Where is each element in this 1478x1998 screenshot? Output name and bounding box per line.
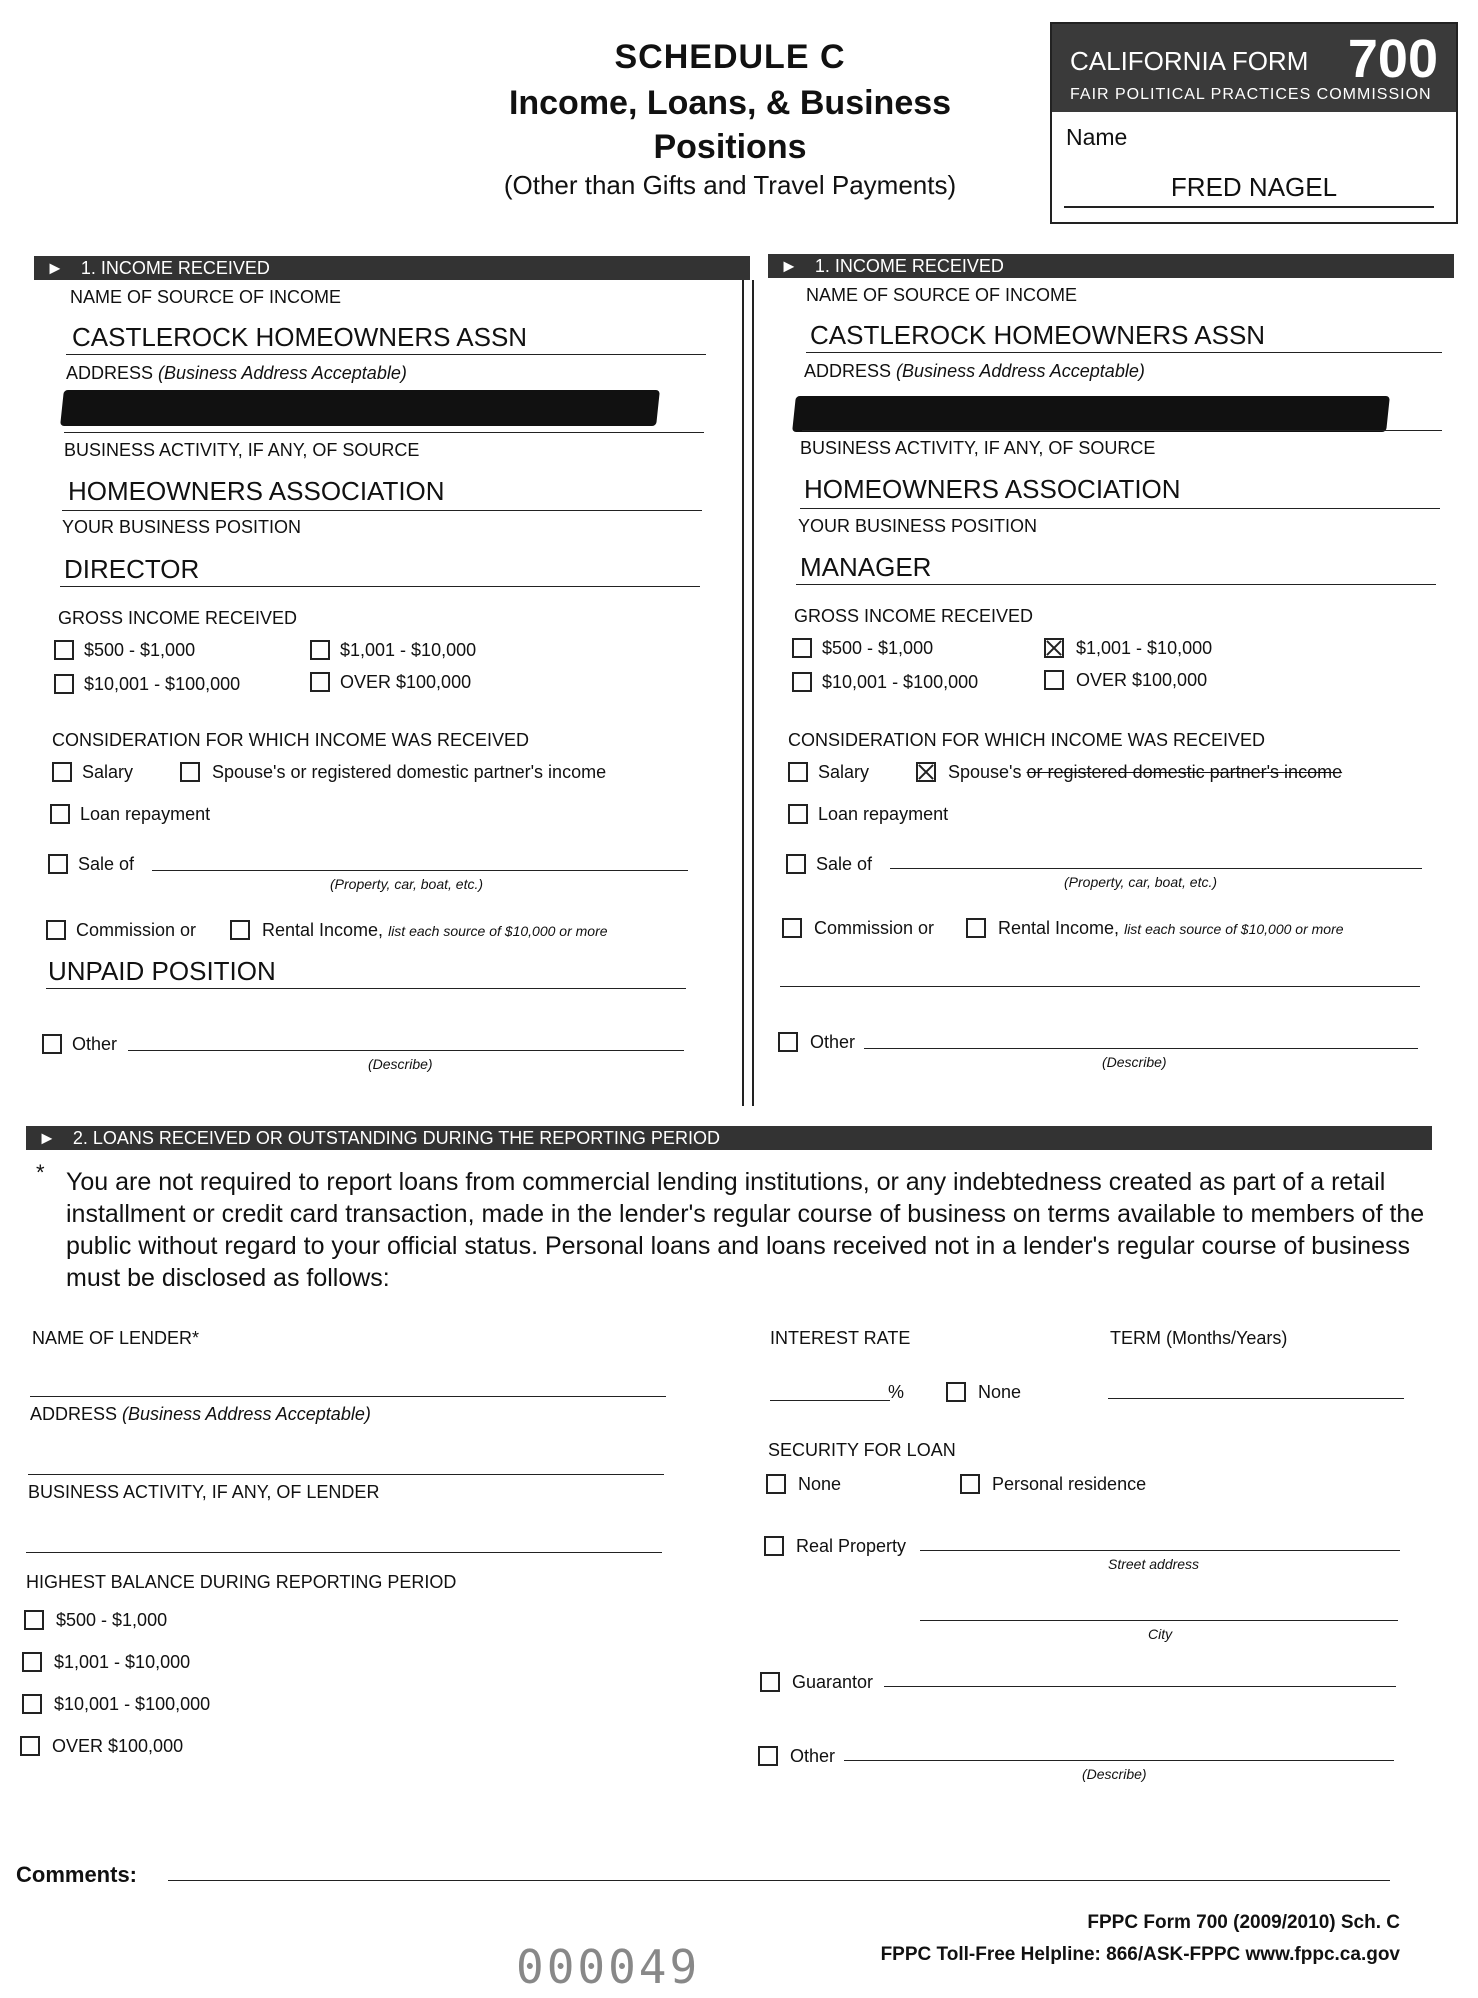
balance-500-label: $500 - $1,000 xyxy=(56,1610,168,1630)
position-value[interactable]: DIRECTOR xyxy=(64,554,200,584)
commission-checkbox[interactable] xyxy=(46,920,66,940)
position-line xyxy=(60,586,700,587)
source-line xyxy=(806,352,1442,353)
gross-10001-label: $10,001 - $100,000 xyxy=(822,672,979,692)
footer-form-id: FPPC Form 700 (2009/2010) Sch. C xyxy=(1087,1912,1400,1933)
spouse-label-b: or registered domestic partner's income xyxy=(1026,762,1343,782)
commission-label: Commission or xyxy=(76,920,197,940)
personal-residence-checkbox[interactable] xyxy=(960,1474,980,1494)
address-label-text: ADDRESS xyxy=(66,363,154,383)
commission-line xyxy=(780,986,1420,987)
gross-1001-checkbox[interactable] xyxy=(1044,638,1064,658)
interest-none-checkbox[interactable] xyxy=(946,1382,966,1402)
spouse-label-a: Spouse's xyxy=(212,762,286,782)
section-arrow-icon: ► xyxy=(38,1128,56,1148)
form-number: 700 xyxy=(1347,29,1438,89)
lender-address-note: (Business Address Acceptable) xyxy=(122,1404,371,1424)
interest-none-label: None xyxy=(978,1382,1022,1402)
security-other-label: Other xyxy=(790,1746,836,1766)
interest-rate-line xyxy=(770,1400,890,1401)
column-divider xyxy=(752,280,754,1106)
filer-name[interactable]: FRED NAGEL xyxy=(1170,172,1338,202)
section-1-right-header xyxy=(768,254,1454,278)
section-arrow-icon: ► xyxy=(780,256,798,276)
spouse-label-b: or registered domestic partner's income xyxy=(290,762,607,782)
street-address-note: Street address xyxy=(1108,1556,1200,1572)
schedule-subtitle: Income, Loans, & Business xyxy=(508,84,952,122)
schedule-subtitle-2: Positions xyxy=(653,128,807,166)
commission-line xyxy=(46,988,686,989)
footnote-star: * xyxy=(36,1160,45,1185)
spouse-income-label xyxy=(948,762,1342,783)
balance-over-checkbox[interactable] xyxy=(20,1736,40,1756)
security-other-line xyxy=(844,1760,1394,1761)
gross-1001-checkbox[interactable] xyxy=(310,640,330,660)
redaction-block xyxy=(792,396,1390,432)
percent-sign: % xyxy=(888,1382,905,1402)
gross-over-checkbox[interactable] xyxy=(310,672,330,692)
balance-10001-checkbox[interactable] xyxy=(22,1694,42,1714)
position-label: YOUR BUSINESS POSITION xyxy=(62,517,302,537)
address-label xyxy=(804,361,1145,382)
rental-income-label xyxy=(262,920,608,941)
lender-line xyxy=(30,1396,666,1397)
real-property-checkbox[interactable] xyxy=(764,1536,784,1556)
gross-10001-checkbox[interactable] xyxy=(792,672,812,692)
gross-10001-checkbox[interactable] xyxy=(54,674,74,694)
sale-of-line xyxy=(152,870,688,871)
activity-label: BUSINESS ACTIVITY, IF ANY, OF SOURCE xyxy=(800,438,1156,458)
security-describe-note: (Describe) xyxy=(1082,1766,1147,1782)
name-line xyxy=(1064,206,1434,208)
page-stamp: 000049 xyxy=(516,1940,701,1994)
loan-repayment-checkbox[interactable] xyxy=(50,804,70,824)
position-label: YOUR BUSINESS POSITION xyxy=(798,516,1038,536)
section-2-title: 2. LOANS RECEIVED OR OUTSTANDING DURING THE REPORTING PERIOD xyxy=(72,1128,720,1148)
lender-label: NAME OF LENDER* xyxy=(32,1328,200,1348)
balance-over-label: OVER $100,000 xyxy=(52,1736,184,1756)
commission-checkbox[interactable] xyxy=(782,918,802,938)
gross-500-label: $500 - $1,000 xyxy=(84,640,196,660)
section-arrow-icon: ► xyxy=(46,258,64,278)
gross-over-label: OVER $100,000 xyxy=(1076,670,1208,690)
highest-balance-label: HIGHEST BALANCE DURING REPORTING PERIOD xyxy=(26,1572,457,1592)
source-label: NAME OF SOURCE OF INCOME xyxy=(70,287,342,307)
redaction-block xyxy=(60,390,660,426)
source-value[interactable]: CASTLEROCK HOMEOWNERS ASSN xyxy=(810,320,1266,350)
comments-line[interactable] xyxy=(168,1880,1390,1881)
lender-address-line xyxy=(28,1474,664,1475)
security-none-label: None xyxy=(798,1474,842,1494)
spouse-income-checkbox[interactable] xyxy=(916,762,936,782)
security-other-checkbox[interactable] xyxy=(758,1746,778,1766)
salary-label: Salary xyxy=(82,762,134,782)
balance-1001-checkbox[interactable] xyxy=(22,1652,42,1672)
lender-activity-line xyxy=(26,1552,662,1553)
gross-income-label: GROSS INCOME RECEIVED xyxy=(58,608,298,628)
gross-500-label: $500 - $1,000 xyxy=(822,638,934,658)
rental-label-b: list each source of $10,000 or more xyxy=(388,923,608,939)
lender-address-label xyxy=(30,1404,371,1425)
address-label xyxy=(66,363,407,384)
loan-repayment-checkbox[interactable] xyxy=(788,804,808,824)
section-1-right-title: 1. INCOME RECEIVED xyxy=(814,256,1004,276)
term-line xyxy=(1108,1398,1404,1399)
rental-income-checkbox[interactable] xyxy=(230,920,250,940)
name-label: Name xyxy=(1066,124,1128,150)
consideration-label: CONSIDERATION FOR WHICH INCOME WAS RECEIVED xyxy=(788,730,1266,750)
describe-note: (Describe) xyxy=(368,1056,433,1072)
rental-label-a: Rental Income, xyxy=(262,920,384,940)
spouse-income-label xyxy=(212,762,606,783)
other-checkbox[interactable] xyxy=(42,1034,62,1054)
column-divider xyxy=(742,280,744,1106)
address-line xyxy=(802,430,1442,431)
consideration-label: CONSIDERATION FOR WHICH INCOME WAS RECEIVED xyxy=(52,730,530,750)
rental-income-checkbox[interactable] xyxy=(966,918,986,938)
rental-income-label xyxy=(998,918,1344,939)
form-id-box xyxy=(1050,22,1458,224)
guarantor-checkbox[interactable] xyxy=(760,1672,780,1692)
lender-address-text: ADDRESS xyxy=(30,1404,118,1424)
personal-residence-label: Personal residence xyxy=(992,1474,1147,1494)
position-line xyxy=(796,584,1436,585)
balance-10001-label: $10,001 - $100,000 xyxy=(54,1694,211,1714)
guarantor-label: Guarantor xyxy=(792,1672,874,1692)
source-label: NAME OF SOURCE OF INCOME xyxy=(806,285,1078,305)
balance-1001-label: $1,001 - $10,000 xyxy=(54,1652,191,1672)
address-note: (Business Address Acceptable) xyxy=(158,363,407,383)
gross-500-checkbox[interactable] xyxy=(54,640,74,660)
street-address-line xyxy=(920,1550,1400,1551)
section-1-left-title: 1. INCOME RECEIVED xyxy=(80,258,270,278)
footer-helpline: FPPC Toll-Free Helpline: 866/ASK-FPPC www.fppc.ca.gov xyxy=(880,1944,1400,1965)
activity-value[interactable]: HOMEOWNERS ASSOCIATION xyxy=(68,476,445,506)
gross-over-checkbox[interactable] xyxy=(1044,670,1064,690)
agency-name: FAIR POLITICAL PRACTICES COMMISSION xyxy=(1070,86,1432,103)
address-line xyxy=(64,432,704,433)
security-none-checkbox[interactable] xyxy=(766,1474,786,1494)
spouse-income-checkbox[interactable] xyxy=(180,762,200,782)
position-value[interactable]: MANAGER xyxy=(800,552,932,582)
real-property-label: Real Property xyxy=(796,1536,907,1556)
activity-line xyxy=(800,508,1440,509)
address-label-text: ADDRESS xyxy=(804,361,892,381)
sale-of-note: (Property, car, boat, etc.) xyxy=(330,876,484,892)
sale-of-checkbox[interactable] xyxy=(48,854,68,874)
form-label: CALIFORNIA FORM xyxy=(1070,46,1309,76)
activity-line xyxy=(62,510,702,511)
address-note: (Business Address Acceptable) xyxy=(896,361,1145,381)
form-id-bar xyxy=(1052,24,1456,112)
salary-label: Salary xyxy=(818,762,870,782)
sale-of-checkbox[interactable] xyxy=(786,854,806,874)
loan-repayment-label: Loan repayment xyxy=(818,804,949,824)
schedule-note: (Other than Gifts and Travel Payments) xyxy=(503,170,957,200)
activity-label: BUSINESS ACTIVITY, IF ANY, OF SOURCE xyxy=(64,440,420,460)
source-line xyxy=(66,354,706,355)
describe-note: (Describe) xyxy=(1102,1054,1167,1070)
commission-value[interactable]: UNPAID POSITION xyxy=(48,956,276,986)
spouse-label-a: Spouse's xyxy=(948,762,1022,782)
salary-checkbox[interactable] xyxy=(788,762,808,782)
other-label: Other xyxy=(72,1034,118,1054)
city-line xyxy=(920,1620,1398,1621)
commission-label: Commission or xyxy=(814,918,935,938)
gross-500-checkbox[interactable] xyxy=(792,638,812,658)
comments-label: Comments: xyxy=(16,1862,138,1887)
other-checkbox[interactable] xyxy=(778,1032,798,1052)
gross-over-label: OVER $100,000 xyxy=(340,672,472,692)
city-note: City xyxy=(1148,1626,1173,1642)
schedule-title: SCHEDULE C xyxy=(614,38,846,76)
lender-activity-label: BUSINESS ACTIVITY, IF ANY, OF LENDER xyxy=(28,1482,380,1502)
balance-500-checkbox[interactable] xyxy=(24,1610,44,1630)
gross-income-label: GROSS INCOME RECEIVED xyxy=(794,606,1034,626)
gross-1001-label: $1,001 - $10,000 xyxy=(1076,638,1213,658)
gross-1001-label: $1,001 - $10,000 xyxy=(340,640,477,660)
guarantor-line xyxy=(884,1686,1396,1687)
other-label: Other xyxy=(810,1032,856,1052)
interest-rate-label: INTEREST RATE xyxy=(770,1328,911,1348)
other-line xyxy=(128,1050,684,1051)
loan-repayment-label: Loan repayment xyxy=(80,804,211,824)
salary-checkbox[interactable] xyxy=(52,762,72,782)
sale-of-line xyxy=(890,868,1422,869)
activity-value[interactable]: HOMEOWNERS ASSOCIATION xyxy=(804,474,1181,504)
gross-10001-label: $10,001 - $100,000 xyxy=(84,674,241,694)
loans-notice: You are not required to report loans from commercial lending institutions, or any indebtedness created as part of a retail installment or credit card transaction, made in the lender's regular course of business on terms available to members of the public without regard to your official status. Personal loans and loans received not in a lender's regular course of business must be disclosed as follows: xyxy=(66,1168,1425,1292)
rental-label-a: Rental Income, xyxy=(998,918,1120,938)
term-label: TERM (Months/Years) xyxy=(1110,1328,1288,1348)
rental-label-b: list each source of $10,000 or more xyxy=(1124,921,1344,937)
section-1-left-header xyxy=(34,256,750,280)
other-line xyxy=(864,1048,1418,1049)
security-label: SECURITY FOR LOAN xyxy=(768,1440,956,1460)
section-2-header xyxy=(26,1126,1432,1150)
source-value[interactable]: CASTLEROCK HOMEOWNERS ASSN xyxy=(72,322,528,352)
sale-of-label: Sale of xyxy=(816,854,873,874)
sale-of-note: (Property, car, boat, etc.) xyxy=(1064,874,1218,890)
sale-of-label: Sale of xyxy=(78,854,135,874)
